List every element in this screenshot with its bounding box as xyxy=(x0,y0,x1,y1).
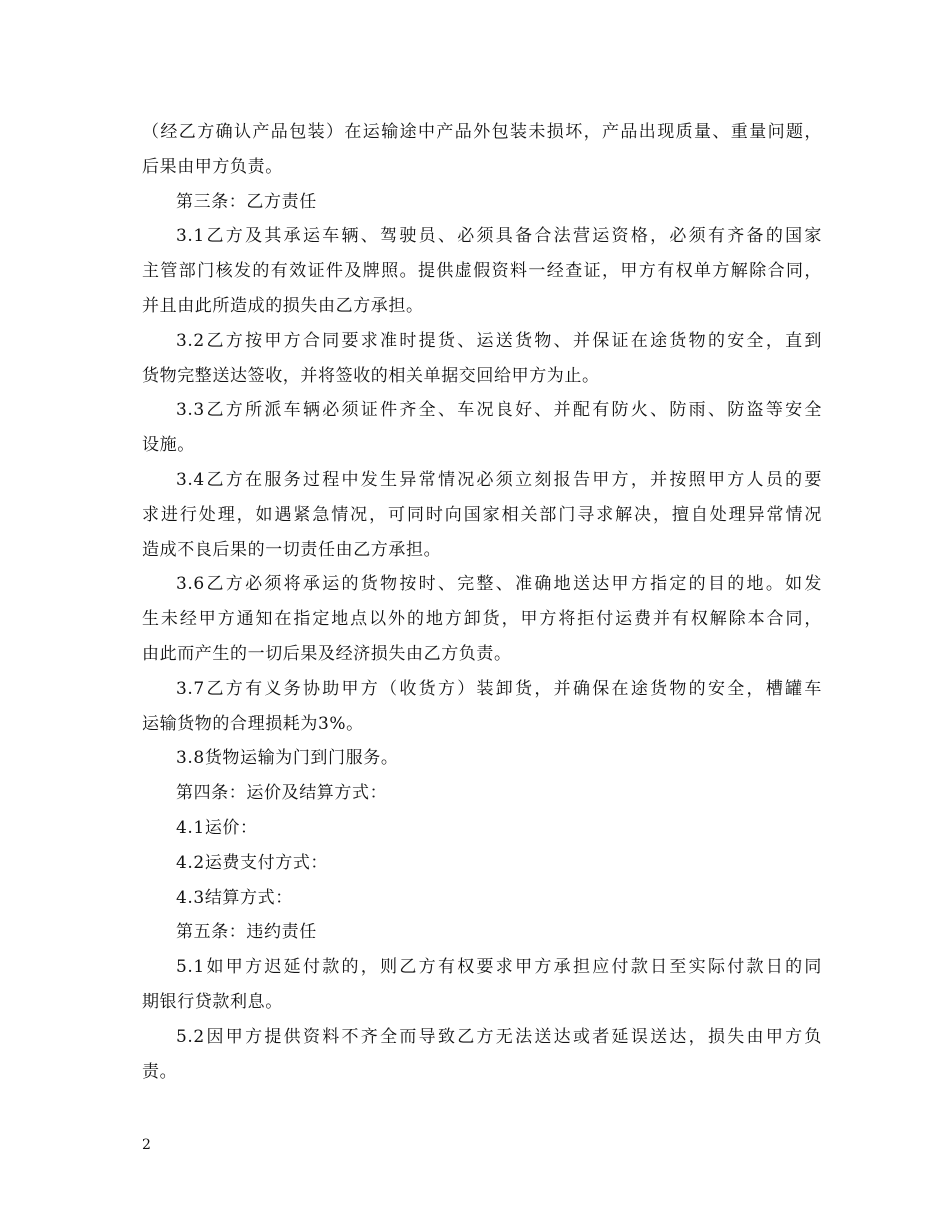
text-line: 主管部门核发的有效证件及牌照。提供虚假资料一经查证，甲方有权单方解除合同， xyxy=(142,261,822,282)
text-line: 并且由此所造成的损失由乙方承担。 xyxy=(142,295,424,316)
text-line: 后果由甲方负责。 xyxy=(142,156,283,177)
text-line: 第五条：违约责任 xyxy=(176,922,317,943)
text-line: 责。 xyxy=(142,1061,178,1082)
text-line: （经乙方确认产品包装）在运输途中产品外包装未损坏，产品出现质量、重量问题， xyxy=(142,122,822,142)
text-line: 3.4乙方在服务过程中发生异常情况必须立刻报告甲方，并按照甲方人员的要 xyxy=(176,469,822,490)
text-line: 期银行贷款利息。 xyxy=(142,991,283,1012)
text-line: 3.3乙方所派车辆必须证件齐全、车况良好、并配有防火、防雨、防盗等安全 xyxy=(176,400,822,421)
text-line: 4.3结算方式： xyxy=(176,887,293,908)
text-line: 生未经甲方通知在指定地点以外的地方卸货，甲方将拒付运费并有权解除本合同， xyxy=(142,609,822,630)
text-line: 5.2因甲方提供资料不齐全而导致乙方无法送达或者延误送达，损失由甲方负 xyxy=(176,1026,822,1047)
text-line: 4.2运费支付方式： xyxy=(176,852,329,873)
text-line: 4.1运价： xyxy=(176,817,258,838)
text-line: 3.2乙方按甲方合同要求准时提货、运送货物、并保证在途货物的安全，直到 xyxy=(176,330,822,351)
text-line: 由此而产生的一切后果及经济损失由乙方负责。 xyxy=(142,643,512,664)
text-line: 设施。 xyxy=(142,435,195,456)
text-line: 运输货物的合理损耗为3%。 xyxy=(142,713,364,734)
text-line: 3.6乙方必须将承运的货物按时、完整、准确地送达甲方指定的目的地。如发 xyxy=(176,574,822,595)
text-line: 第三条：乙方责任 xyxy=(176,191,317,212)
page-number: 2 xyxy=(142,1137,151,1153)
text-line: 5.1如甲方迟延付款的，则乙方有权要求甲方承担应付款日至实际付款日的同 xyxy=(176,957,822,978)
text-line: 第四条：运价及结算方式： xyxy=(176,783,388,804)
text-line: 3.8货物运输为门到门服务。 xyxy=(176,748,399,769)
text-line: 3.1乙方及其承运车辆、驾驶员、必须具备合法营运资格，必须有齐备的国家 xyxy=(176,226,822,247)
text-line: 求进行处理，如遇紧急情况，可同时向国家相关部门寻求解决，擅自处理异常情况 xyxy=(142,504,822,525)
text-line: 货物完整送达签收，并将签收的相关单据交回给甲方为止。 xyxy=(142,365,600,386)
document-body xyxy=(142,115,822,1089)
text-line: 造成不良后果的一切责任由乙方承担。 xyxy=(142,539,442,560)
text-line: 3.7乙方有义务协助甲方（收货方）装卸货，并确保在途货物的安全，槽罐车 xyxy=(176,678,822,699)
